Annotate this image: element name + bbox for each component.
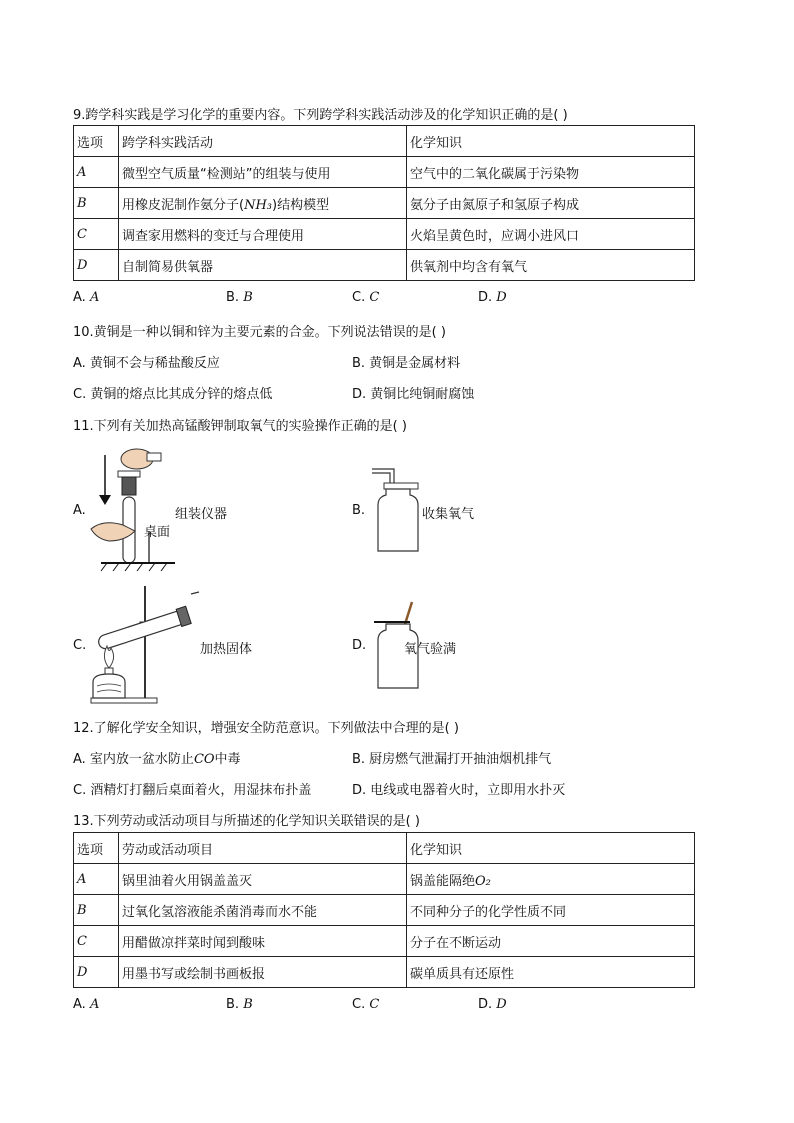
figure-a-caption: 组装仪器: [175, 507, 228, 522]
table-header-row: [74, 833, 695, 864]
row-knowledge: 碳单质具有还原性: [407, 957, 695, 988]
figure-c-caption: 加热固体: [200, 642, 253, 657]
q9-option-a[interactable]: A. A: [73, 290, 100, 305]
q10-option-c[interactable]: C. 黄铜的熔点比其成分锌的熔点低: [73, 387, 273, 402]
row-activity: 用醋做凉拌菜时闻到酸味: [119, 926, 407, 957]
row-key: C: [77, 226, 87, 242]
row-key: C: [77, 933, 87, 949]
header-option: 选项: [74, 126, 119, 157]
q11-stem: 11.下列有关加热高锰酸钾制取氧气的实验操作正确的是( ): [73, 419, 407, 434]
row-knowledge: 分子在不断运动: [407, 926, 695, 957]
q13-stem: 13.下列劳动或活动项目与所描述的化学知识关联错误的是( ): [73, 814, 420, 829]
table-row: [74, 864, 695, 895]
header-activity: 跨学科实践活动: [119, 126, 407, 157]
row-key: A: [77, 871, 87, 887]
row-knowledge: 氨分子由氮原子和氢原子构成: [407, 188, 695, 219]
row-activity: 过氧化氢溶液能杀菌消毒而水不能: [119, 895, 407, 926]
assemble-apparatus-figure: [85, 445, 180, 575]
q9-option-b[interactable]: B. B: [226, 290, 253, 305]
q13-option-a[interactable]: A. A: [73, 997, 100, 1012]
table-row: [74, 219, 695, 250]
q12-option-a[interactable]: A. 室内放一盆水防止CO中毒: [73, 752, 241, 767]
gas-bottle-figure: [370, 465, 422, 555]
q10-stem: 10.黄铜是一种以铜和锌为主要元素的合金。下列说法错误的是( ): [73, 325, 446, 340]
header-knowledge: 化学知识: [407, 126, 695, 157]
q12-option-d[interactable]: D. 电线或电器着火时，立即用水扑灭: [352, 783, 566, 798]
q10-option-d[interactable]: D. 黄铜比纯铜耐腐蚀: [352, 387, 475, 402]
figure-b-caption: 收集氧气: [422, 507, 475, 522]
q13-option-c[interactable]: C. C: [352, 997, 380, 1012]
formula: O₂: [475, 873, 491, 889]
row-activity: 自制简易供氧器: [119, 250, 407, 281]
q9-stem: 9.跨学科实践是学习化学的重要内容。下列跨学科实践活动涉及的化学知识正确的是( ): [73, 108, 568, 123]
q13-option-b[interactable]: B. B: [226, 997, 253, 1012]
q9-table: [73, 125, 695, 281]
figure-d-caption: 氧气验满: [404, 642, 457, 657]
formula: CO: [193, 752, 215, 767]
row-key: B: [77, 195, 87, 211]
row-activity: 锅里油着火用锅盖盖灭: [119, 864, 407, 895]
table-row: [74, 895, 695, 926]
row-key: B: [77, 902, 87, 918]
row-knowledge: 供氧剂中均含有氧气: [407, 250, 695, 281]
row-key: D: [77, 964, 88, 980]
table-row: [74, 957, 695, 988]
header-knowledge: 化学知识: [407, 833, 695, 864]
q11-option-d[interactable]: D.: [352, 638, 367, 653]
q10-option-b[interactable]: B. 黄铜是金属材料: [352, 356, 461, 371]
row-knowledge: 空气中的二氧化碳属于污染物: [407, 157, 695, 188]
row-key: A: [77, 164, 87, 180]
row-key: D: [77, 257, 88, 273]
row-knowledge: 锅盖能隔绝O₂: [407, 864, 695, 895]
table-row: [74, 157, 695, 188]
q13-table: [73, 832, 695, 988]
q11-option-b[interactable]: B.: [352, 503, 366, 518]
q11-option-c[interactable]: C.: [73, 638, 87, 653]
desk-label: 桌面: [144, 525, 171, 540]
q10-option-a[interactable]: A. 黄铜不会与稀盐酸反应: [73, 356, 220, 371]
row-activity: 用墨书写或绘制书画板报: [119, 957, 407, 988]
row-activity: 微型空气质量“检测站”的组装与使用: [119, 157, 407, 188]
header-activity: 劳动或活动项目: [119, 833, 407, 864]
q9-option-d[interactable]: D. D: [478, 290, 507, 305]
row-activity: 调查家用燃料的变迁与合理使用: [119, 219, 407, 250]
formula: NH₃: [244, 197, 273, 213]
table-row: [74, 926, 695, 957]
q13-option-d[interactable]: D. D: [478, 997, 507, 1012]
q9-option-c[interactable]: C. C: [352, 290, 380, 305]
table-header-row: [74, 126, 695, 157]
q12-option-b[interactable]: B. 厨房燃气泄漏打开抽油烟机排气: [352, 752, 552, 767]
q12-option-c[interactable]: C. 酒精灯打翻后桌面着火，用湿抹布扑盖: [73, 783, 312, 798]
row-knowledge: 不同种分子的化学性质不同: [407, 895, 695, 926]
header-option: 选项: [74, 833, 119, 864]
q11-option-a[interactable]: A.: [73, 503, 86, 518]
table-row: [74, 188, 695, 219]
row-knowledge: 火焰呈黄色时，应调小进风口: [407, 219, 695, 250]
row-activity: 用橡皮泥制作氨分子(NH₃)结构模型: [119, 188, 407, 219]
heating-apparatus-figure: [85, 582, 205, 707]
q12-stem: 12.了解化学安全知识，增强安全防范意识。下列做法中合理的是( ): [73, 721, 459, 736]
table-row: [74, 250, 695, 281]
